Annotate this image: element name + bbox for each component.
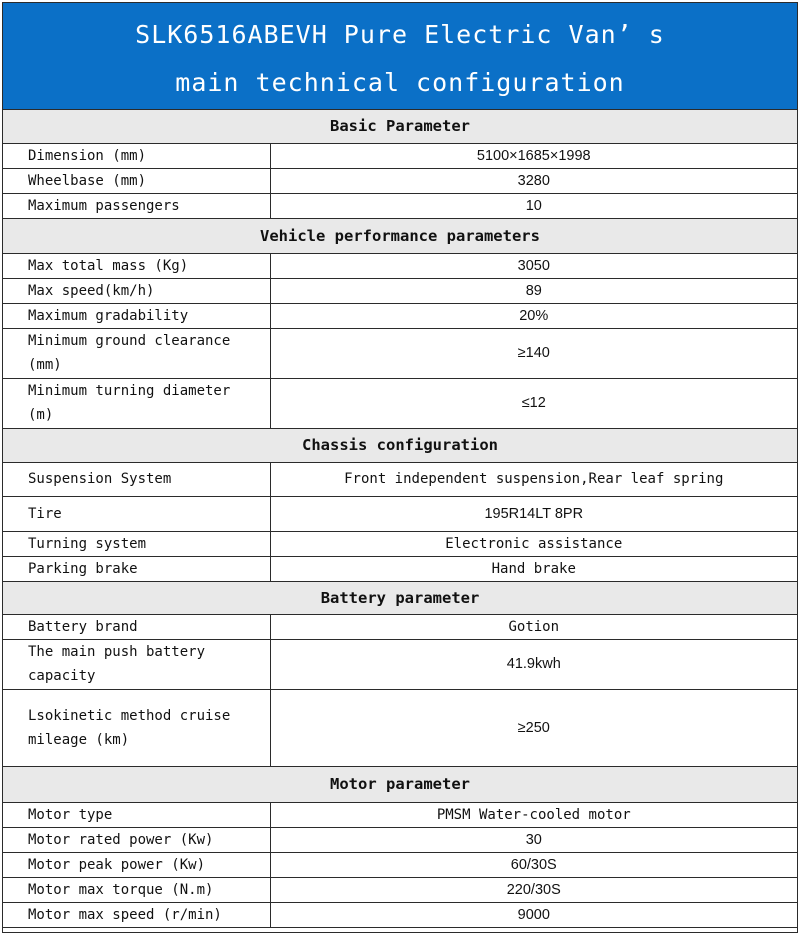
param-label: Motor type bbox=[3, 802, 270, 827]
param-label: Motor max torque (N.m) bbox=[3, 877, 270, 902]
section-header-row bbox=[3, 581, 797, 614]
table-row bbox=[3, 328, 797, 378]
title-banner bbox=[3, 3, 797, 110]
table-row bbox=[3, 827, 797, 852]
param-value: 3280 bbox=[270, 168, 797, 193]
title-line-2: main technical configuration bbox=[175, 68, 625, 97]
table-row bbox=[3, 496, 797, 531]
param-value: 20% bbox=[270, 303, 797, 328]
param-label: Motor peak power (Kw) bbox=[3, 852, 270, 877]
section-heading: Chassis configuration bbox=[3, 428, 797, 462]
param-value: 41.9kwh bbox=[270, 639, 797, 689]
param-label: Motor rated power (Kw) bbox=[3, 827, 270, 852]
section-header-row bbox=[3, 766, 797, 802]
section-heading: Battery parameter bbox=[3, 581, 797, 614]
param-value: ≤12 bbox=[270, 378, 797, 428]
param-value: Electronic assistance bbox=[270, 531, 797, 556]
table-row bbox=[3, 143, 797, 168]
table-row bbox=[3, 902, 797, 927]
param-value: Front independent suspension,Rear leaf spring bbox=[270, 462, 797, 496]
param-label: Max speed(km/h) bbox=[3, 278, 270, 303]
param-value: 5100×1685×1998 bbox=[270, 143, 797, 168]
table-row bbox=[3, 852, 797, 877]
param-value: 3050 bbox=[270, 253, 797, 278]
param-label: Dimension (mm) bbox=[3, 143, 270, 168]
param-label: The main push battery capacity bbox=[3, 639, 270, 689]
section-header-row bbox=[3, 110, 797, 143]
param-value: 220/30S bbox=[270, 877, 797, 902]
table-row bbox=[3, 253, 797, 278]
table-row bbox=[3, 556, 797, 581]
param-value: Hand brake bbox=[270, 556, 797, 581]
table-row bbox=[3, 877, 797, 902]
table-row bbox=[3, 278, 797, 303]
table-row bbox=[3, 689, 797, 766]
section-header-row bbox=[3, 428, 797, 462]
param-value: ≥140 bbox=[270, 328, 797, 378]
param-label: Minimum turning diameter (m) bbox=[3, 378, 270, 428]
param-label: Wheelbase (mm) bbox=[3, 168, 270, 193]
param-value: ≥250 bbox=[270, 689, 797, 766]
param-value: 10 bbox=[270, 193, 797, 218]
param-label: Maximum passengers bbox=[3, 193, 270, 218]
table-row bbox=[3, 531, 797, 556]
param-label: Turning system bbox=[3, 531, 270, 556]
section-heading: Vehicle performance parameters bbox=[3, 218, 797, 253]
param-label: Motor max speed (r/min) bbox=[3, 902, 270, 927]
table-row bbox=[3, 168, 797, 193]
param-value: 89 bbox=[270, 278, 797, 303]
table-row bbox=[3, 614, 797, 639]
param-value: Gotion bbox=[270, 614, 797, 639]
table-row bbox=[3, 802, 797, 827]
param-label: Tire bbox=[3, 496, 270, 531]
table-row bbox=[3, 378, 797, 428]
param-label: Suspension System bbox=[3, 462, 270, 496]
param-value: PMSM Water-cooled motor bbox=[270, 802, 797, 827]
table-row bbox=[3, 193, 797, 218]
section-heading: Basic Parameter bbox=[3, 110, 797, 143]
param-value: 195R14LT 8PR bbox=[270, 496, 797, 531]
param-value: 9000 bbox=[270, 902, 797, 927]
param-label: Maximum gradability bbox=[3, 303, 270, 328]
spec-sheet bbox=[2, 2, 798, 933]
param-label: Battery brand bbox=[3, 614, 270, 639]
table-row bbox=[3, 303, 797, 328]
param-label: Parking brake bbox=[3, 556, 270, 581]
param-value: 60/30S bbox=[270, 852, 797, 877]
param-label: Minimum ground clearance (mm) bbox=[3, 328, 270, 378]
param-label: Lsokinetic method cruise mileage (km) bbox=[3, 689, 270, 766]
spec-table bbox=[3, 110, 797, 928]
param-value: 30 bbox=[270, 827, 797, 852]
section-header-row bbox=[3, 218, 797, 253]
table-row bbox=[3, 639, 797, 689]
table-row bbox=[3, 462, 797, 496]
section-heading: Motor parameter bbox=[3, 766, 797, 802]
title-line-1: SLK6516ABEVH Pure Electric Van’ s bbox=[135, 20, 665, 49]
param-label: Max total mass (Kg) bbox=[3, 253, 270, 278]
